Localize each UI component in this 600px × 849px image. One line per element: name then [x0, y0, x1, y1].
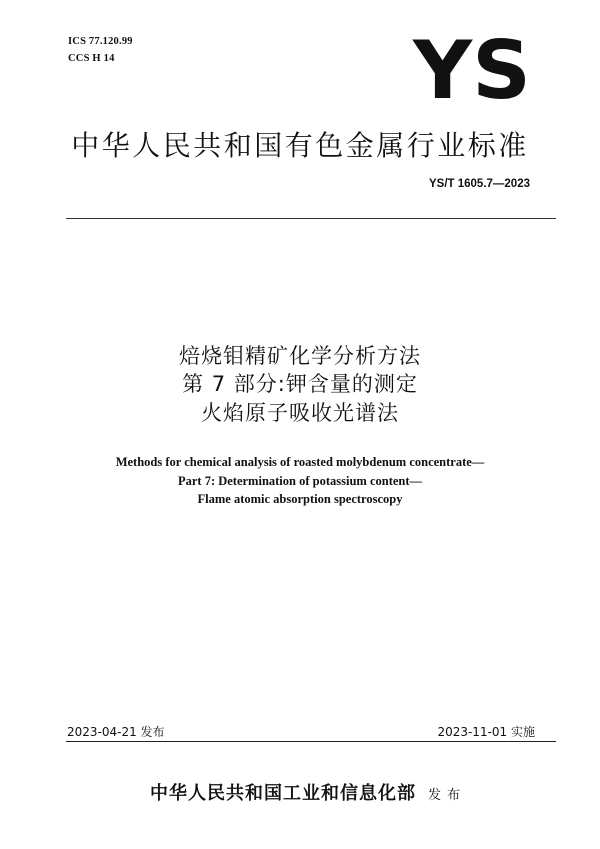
- ys-logo-graphic: [411, 34, 533, 104]
- issuer-suffix: 发 布: [428, 788, 462, 803]
- english-title-line-2: Part 7: Determination of potassium content—: [177, 474, 423, 488]
- chinese-title-line-1: 焙烧钼精矿化学分析方法: [179, 344, 421, 368]
- ccs-code: CCS H 14: [68, 53, 115, 64]
- ys-logo: [411, 34, 533, 104]
- implementation-date: 2023-11-01 实施: [437, 725, 535, 739]
- standard-number: YS/T 1605.7—2023: [428, 178, 530, 190]
- standard-category-title: 中华人民共和国有色金属行业标准: [71, 129, 529, 162]
- footer-divider: [66, 741, 556, 742]
- ys-logo-text: YS: [411, 34, 531, 104]
- ics-code: ICS 77.120.99: [68, 36, 133, 47]
- header-divider: [66, 218, 556, 219]
- issuer-name: 中华人民共和国工业和信息化部: [150, 783, 416, 804]
- chinese-title-line-3: 火焰原子吸收光谱法: [201, 401, 399, 425]
- english-title-line-3: Flame atomic absorption spectroscopy: [197, 492, 403, 506]
- issuer-line: [150, 779, 461, 805]
- issue-date: 2023-04-21 发布: [67, 725, 165, 739]
- english-title-line-1: Methods for chemical analysis of roasted molybdenum concentrate—: [115, 455, 485, 469]
- chinese-title-line-2: 第 7 部分:钾含量的测定: [182, 372, 418, 396]
